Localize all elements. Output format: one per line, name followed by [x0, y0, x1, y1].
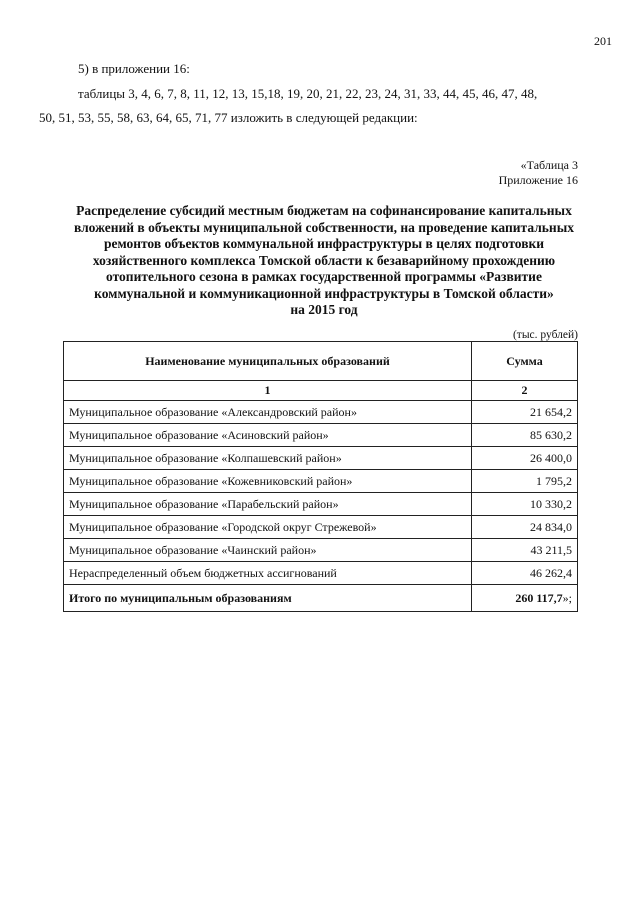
table-row [64, 401, 578, 424]
table-row [64, 493, 578, 516]
page-number: 201 [594, 34, 612, 48]
row-sum: 10 330,2 [472, 493, 578, 516]
title-line: на 2015 год [290, 302, 358, 317]
table-reference [499, 158, 578, 188]
table-row [64, 424, 578, 447]
row-sum: 21 654,2 [472, 401, 578, 424]
intro-line-3: 50, 51, 53, 55, 58, 63, 64, 65, 71, 77 изложить в следующей редакции: [39, 110, 418, 125]
closing-quote: »; [562, 590, 572, 605]
title-line: коммунальной и коммуникационной инфраструктуры в Томской области» [94, 285, 554, 301]
subsidy-table [63, 341, 578, 612]
total-sum [472, 585, 578, 612]
row-name: Муниципальное образование «Городской округ Стрежевой» [64, 516, 472, 539]
title-line: вложений в объекты муниципальной собственности, на проведение капитальных [74, 219, 574, 235]
total-value: 260 117,7 [515, 590, 563, 605]
table-row [64, 562, 578, 585]
table-row [64, 447, 578, 470]
row-sum: 26 400,0 [472, 447, 578, 470]
title-line: хозяйственного комплекса Томской области к безаварийному прохождению [92, 252, 556, 268]
row-sum: 46 262,4 [472, 562, 578, 585]
table-index-row [64, 381, 578, 401]
title-line: ремонтов объектов коммунальной инфраструктуры в целях подготовки [103, 236, 545, 251]
total-label: Итого по муниципальным образованиям [64, 585, 472, 612]
row-name: Муниципальное образование «Александровский район» [64, 401, 472, 424]
row-name: Нераспределенный объем бюджетных ассигнований [64, 562, 472, 585]
index-col-1: 1 [64, 381, 472, 401]
table-row [64, 539, 578, 562]
row-name: Муниципальное образование «Парабельский район» [64, 493, 472, 516]
row-sum: 1 795,2 [472, 470, 578, 493]
row-name: Муниципальное образование «Асиновский район» [64, 424, 472, 447]
row-sum: 85 630,2 [472, 424, 578, 447]
document-title [40, 203, 608, 319]
title-line: Распределение субсидий местным бюджетам на софинансирование капитальных [76, 203, 572, 218]
index-col-2: 2 [472, 381, 578, 401]
header-name: Наименование муниципальных образований [64, 342, 472, 381]
table-row [64, 470, 578, 493]
intro-line-2: таблицы 3, 4, 6, 7, 8, 11, 12, 13, 15,18, 19, 20, 21, 22, 23, 24, 31, 33, 44, 45, 46, 47, 48, [78, 86, 538, 101]
row-sum: 43 211,5 [472, 539, 578, 562]
unit-label: (тыс. рублей) [512, 329, 578, 341]
row-sum: 24 834,0 [472, 516, 578, 539]
title-line: отопительного сезона в рамках государственной программы «Развитие [106, 269, 542, 284]
table-label: «Таблица 3 [520, 158, 578, 172]
table-row [64, 516, 578, 539]
header-sum: Сумма [472, 342, 578, 381]
row-name: Муниципальное образование «Чаинский район» [64, 539, 472, 562]
row-name: Муниципальное образование «Кожевниковский район» [64, 470, 472, 493]
row-name: Муниципальное образование «Колпашевский район» [64, 447, 472, 470]
table-header-row [64, 342, 578, 381]
intro-line-1: 5) в приложении 16: [78, 61, 190, 76]
table-total-row [64, 585, 578, 612]
appendix-label: Приложение 16 [498, 173, 578, 187]
